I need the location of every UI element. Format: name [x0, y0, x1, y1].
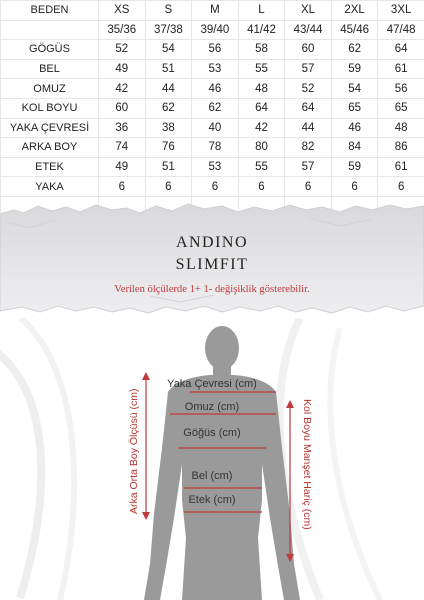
row-label: YAKA: [1, 177, 99, 197]
table-cell: 64: [378, 40, 424, 60]
table-cell: 2XL: [331, 1, 378, 21]
table-cell: 37/38: [145, 20, 192, 40]
table-cell: 60: [285, 40, 332, 60]
table-cell: 55: [238, 59, 285, 79]
table-row: [1, 40, 424, 60]
table-cell: 82: [285, 138, 332, 158]
table-cell: 74: [99, 138, 146, 158]
size-chart-table: [0, 0, 424, 217]
table-cell: 56: [378, 79, 424, 99]
tolerance-note: Verilen ölçülerde 1+ 1- değişiklik gösterebilir.: [114, 284, 310, 295]
table-cell: 44: [145, 79, 192, 99]
table-cell: 53: [192, 157, 239, 177]
table-cell: 65: [331, 98, 378, 118]
table-row: [1, 118, 424, 138]
row-label: GÖGÜS: [1, 40, 99, 60]
table-cell: 6: [192, 177, 239, 197]
row-label: BEDEN: [1, 1, 99, 21]
table-cell: 53: [192, 59, 239, 79]
table-cell: S: [145, 1, 192, 21]
table-cell: 86: [378, 138, 424, 158]
table-cell: 42: [99, 79, 146, 99]
table-numeric-size-row: [1, 20, 424, 40]
table-cell: 48: [238, 79, 285, 99]
table-cell: 59: [331, 59, 378, 79]
table-cell: 54: [331, 79, 378, 99]
table-cell: 45/46: [331, 20, 378, 40]
row-label: ETEK: [1, 157, 99, 177]
table-cell: 6: [331, 177, 378, 197]
table-cell: 49: [99, 157, 146, 177]
table-cell: 6: [378, 177, 424, 197]
table-cell: XS: [99, 1, 146, 21]
body-silhouette: [144, 326, 300, 600]
row-label: KOL BOYU: [1, 98, 99, 118]
row-label: BEL: [1, 59, 99, 79]
table-cell: XL: [285, 1, 332, 21]
table-cell: 51: [145, 157, 192, 177]
shoulder-measure-label: Omuz (cm): [184, 401, 240, 413]
neck-measure-label: Yaka Çevresi (cm): [167, 378, 257, 390]
table-cell: 62: [331, 40, 378, 60]
table-cell: 44: [285, 118, 332, 138]
table-cell: 38: [145, 118, 192, 138]
table-cell: 43/44: [285, 20, 332, 40]
table-cell: 57: [285, 59, 332, 79]
table-row: [1, 157, 424, 177]
table-cell: 52: [285, 79, 332, 99]
table-row: [1, 98, 424, 118]
table-row: [1, 177, 424, 197]
table-cell: 56: [192, 40, 239, 60]
table-cell: M: [192, 1, 239, 21]
table-cell: L: [238, 1, 285, 21]
table-cell: 35/36: [99, 20, 146, 40]
paper-banner: [0, 200, 424, 318]
brand-name: ANDINO: [175, 234, 249, 251]
table-cell: 6: [238, 177, 285, 197]
table-cell: 41/42: [238, 20, 285, 40]
sleeve-length-vertical-label: Kol Boyu Manşet Hariç (cm): [301, 399, 313, 530]
chest-measure-label: Göğüs (cm): [183, 427, 241, 439]
table-cell: 6: [99, 177, 146, 197]
waist-measure-label: Bel (cm): [191, 470, 233, 482]
table-cell: 3XL: [378, 1, 424, 21]
table-cell: 62: [145, 98, 192, 118]
table-cell: 61: [378, 157, 424, 177]
hem-measure-label: Etek (cm): [188, 494, 236, 506]
row-label: ARKA BOY: [1, 138, 99, 158]
table-cell: 80: [238, 138, 285, 158]
back-length-vertical-label: Arka Orta Boy Ölçüsü (cm): [128, 388, 140, 514]
table-cell: 78: [192, 138, 239, 158]
row-label: OMUZ: [1, 79, 99, 99]
table-cell: 48: [378, 118, 424, 138]
table-cell: 65: [378, 98, 424, 118]
table-cell: 64: [238, 98, 285, 118]
table-cell: 84: [331, 138, 378, 158]
table-cell: 64: [285, 98, 332, 118]
table-cell: 46: [192, 79, 239, 99]
table-row: [1, 138, 424, 158]
table-row: [1, 59, 424, 79]
table-cell: 52: [99, 40, 146, 60]
table-cell: 49: [99, 59, 146, 79]
table-cell: 61: [378, 59, 424, 79]
table-cell: 76: [145, 138, 192, 158]
table-header-row: [1, 1, 424, 21]
table-cell: 51: [145, 59, 192, 79]
row-label: YAKA ÇEVRESİ: [1, 118, 99, 138]
table-cell: 39/40: [192, 20, 239, 40]
table-cell: 47/48: [378, 20, 424, 40]
table-cell: 62: [192, 98, 239, 118]
table-cell: 55: [238, 157, 285, 177]
table-cell: 6: [145, 177, 192, 197]
table-cell: 46: [331, 118, 378, 138]
table-cell: 42: [238, 118, 285, 138]
table-cell: 54: [145, 40, 192, 60]
table-cell: 60: [99, 98, 146, 118]
table-cell: 59: [331, 157, 378, 177]
table-cell: 40: [192, 118, 239, 138]
fit-type: SLIMFIT: [175, 256, 249, 273]
table-cell: 36: [99, 118, 146, 138]
table-cell: 6: [285, 177, 332, 197]
row-label: [1, 20, 99, 40]
table-cell: 57: [285, 157, 332, 177]
table-cell: 58: [238, 40, 285, 60]
body-measurement-diagram: [0, 318, 424, 600]
table-row: [1, 79, 424, 99]
